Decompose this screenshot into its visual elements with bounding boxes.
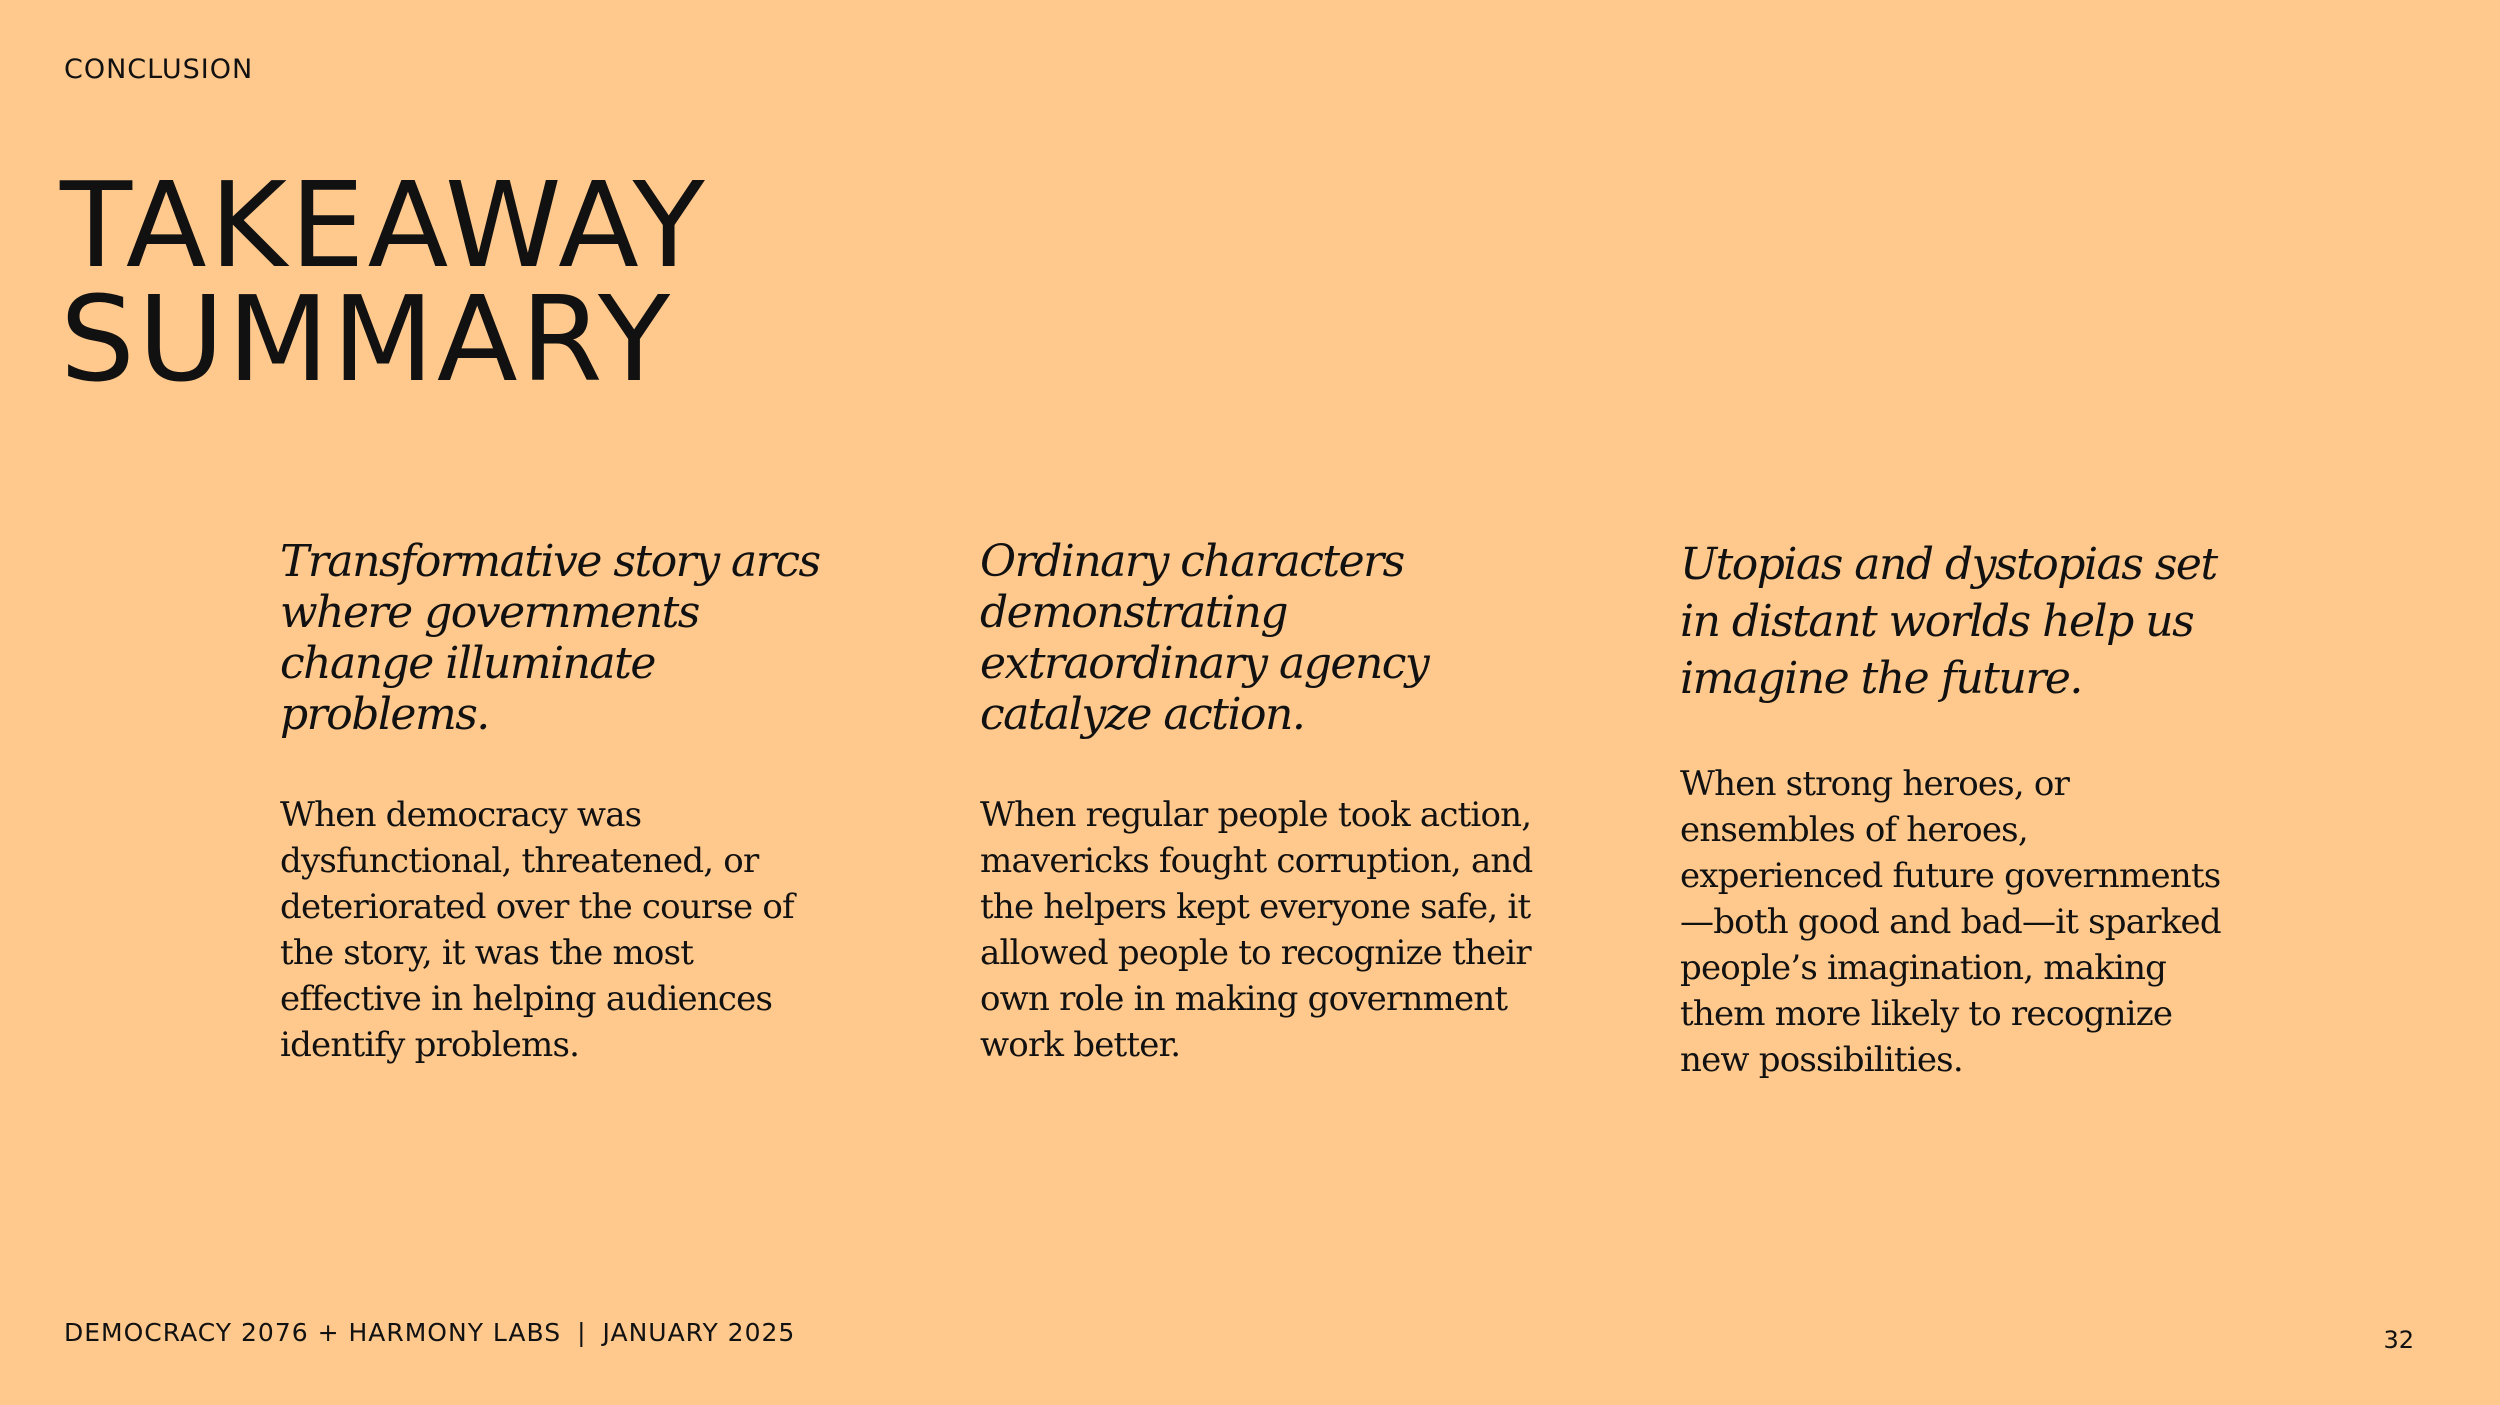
- footer-org: DEMOCRACY 2076 + HARMONY LABS: [64, 1318, 562, 1347]
- takeaway-body: When strong heroes, or ensembles of heroes, experienced future governments—both good and bad—it sparked people’s imagination, making them more likely to recognize new possibilities.: [1680, 764, 2221, 1080]
- takeaway-column-1: [280, 536, 840, 1068]
- footer: [64, 1318, 795, 1347]
- takeaway-column-3: [1680, 536, 2240, 1083]
- page-title-line-2: SUMMARY: [60, 270, 674, 408]
- page-title: [60, 156, 708, 408]
- takeaway-body: When democracy was dysfunctional, threatened, or deteriorated over the course of the story, it was the most effective in helping audiences identify problems.: [280, 795, 794, 1065]
- page-number: 32: [2383, 1326, 2414, 1354]
- takeaway-body: When regular people took action, mavericks fought corruption, and the helpers kept everyone safe, it allowed people to recognize their own role in making government work better.: [980, 795, 1533, 1065]
- footer-date: JANUARY 2025: [602, 1318, 796, 1347]
- takeaway-heading: Transformative story arcs where governments change illuminate problems.: [280, 536, 820, 740]
- takeaway-heading: Ordinary characters demonstrating extraordinary agency catalyze action.: [980, 536, 1429, 740]
- section-label: CONCLUSION: [64, 54, 254, 85]
- takeaway-heading: Utopias and dystopias set in distant worlds help us imagine the future.: [1680, 539, 2217, 704]
- takeaway-column-2: [980, 536, 1540, 1068]
- footer-separator: |: [577, 1318, 587, 1347]
- page-title-line-1: TAKEAWAY: [60, 156, 708, 294]
